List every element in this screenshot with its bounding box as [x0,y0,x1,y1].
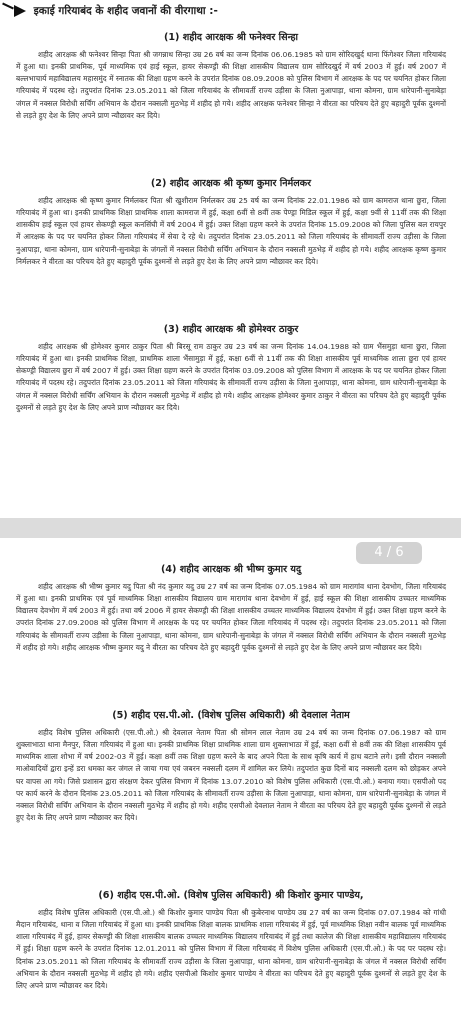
arrow-icon [14,5,30,17]
section-3 [16,322,446,414]
section-5 [16,708,446,824]
document-header [14,4,218,18]
section-4 [16,562,446,654]
section-body: शहीद विशेष पुलिस अधिकारी (एस.पी.ओ.) श्री देवलाल नेताम पिता श्री सोमन लाल नेताम उम्र 24 वर्ष का जन्म दिनांक 07.06.1987 को ग्राम शुक्लाभाठा थाना मैनपुर, जिला गरियाबंद में हुआ था। इनकी प्राथमिक शिक्षा प्राथमिक शाला ग्राम शुक्लाभाठा में हुई, कक्षा 6वीं से 8वीं तक की शिक्षा शासकीय पूर्व माध्यमिक शाला शोभा में वर्ष 2002-03 में हुई। कक्षा 8वीं तक शिक्षा ग्रहण करने के बाद अपने पिता के साथ कृषि कार्य में हाथ बटाने लगे। इसी दौरान नक्सली माओवादियों द्वारा इन्हें डरा धमका कर जंगल ले जाया गया एवं जबरन नक्सली दलम में शामिल कर लिये। तदुपरांत कुछ दिनों बाद नक्सली दलम को छोड़कर अपने घर वापस आ गये। जिसे प्रशासन द्वारा संरक्षण देकर पुलिस विभाग में दिनांक 13.07.2010 को विशेष पुलिस अधिकारी (एस.पी.ओ.) बनाया गया। एसपीओ पद पर कार्य करने के दौरान दिनांक 23.05.2011 को जिला गरियाबंद के सीमावर्ती राज्य उड़ीसा के जिला नुआपाड़ा, थाना कोमना, ग्राम धारेपानी-सुनाबेड़ा के जंगल में नक्सल विरोधी सर्चिंग अभियान के दौरान नक्सली मुठभेड़ में शहीद हो गये। शहीद एसपीओ देवलाल नेताम ने वीरता का परिचय देते हुए बहादुरी पूर्वक दुश्मनों से लड़ते हुए देश के लिए अपने प्राण न्यौछावर कर दिये। [16,728,446,823]
section-title: (4) शहीद आरक्षक श्री भीष्म कुमार यदु [160,564,302,575]
document-page-2 [0,538,461,1024]
section-body: शहीद आरक्षक श्री कृष्ण कुमार निर्मलकर पिता श्री खुशीराम निर्मलकर उम्र 25 वर्ष का जन्म दिनांक 22.01.1986 को ग्राम कामराज थाना छुरा, जिला गरियाबंद में हुआ था। इनकी प्राथमिक शिक्षा प्राथमिक शाला कामराज में हुई, कक्षा 6वीं से 8वीं तक पेण्ड्रा मिडिल स्कूल में हुई, कक्षा 9वीं से 11वीं तक की शिक्षा शासकीय हाई स्कूल एवं हायर सेकण्ड्री स्कूल कनसिंघी में वर्ष 2004 में हुई। उक्त शिक्षा ग्रहण करने के उपरांत दिनांक 15.09.2008 को जिला पुलिस बल रायपुर में आरक्षक के पद पर चयनित होकर जिला गरियाबंद में सेवा दे रहे थे। तदुपरांत दिनांक 23.05.2011 को जिला गरियाबंद के सीमावर्ती राज्य उड़ीसा के जिला नुआपाड़ा, थाना कोमना, ग्राम धारेपानी-सुनाबेड़ा के जंगलों में नक्सल विरोधी सर्चिंग अभियान के दौरान नक्सली मुठभेड़ में शहीद हो गये। शहीद आरक्षक कृष्ण कुमार निर्मलकर ने वीरता का परिचय देते हुए बहादुरी पूर्वक दुश्मनों से लड़ते हुए देश के लिए अपने प्राण न्यौछावर कर दिये। [16,196,446,266]
section-body: शहीद आरक्षक श्री होमेश्वर कुमार ठाकुर पिता श्री बिरसू राम ठाकुर उम्र 23 वर्ष का जन्म दिनांक 14.04.1988 को ग्राम भैंसमुड़ा थाना छुरा, जिला गरियाबंद में हुआ था। इनकी प्राथमिक शिक्षा, प्राथमिक शाला भैंसामुड़ा में हुई, कक्षा 6वीं से 11वीं तक की शिक्षा शासकीय पूर्व माध्यमिक शाला छुरा एवं हायर सेकण्ड्री विद्यालय छुरा में वर्ष 2007 में हुई। उक्त शिक्षा ग्रहण करने के उपरांत दिनांक 03.09.2008 को पुलिस विभाग में आरक्षक के पद पर चयनित होकर जिला गरियाबंद में पदस्थ रहे। तदुपरांत दिनांक 23.05.2011 को जिला गरियाबंद के सीमावर्ती राज्य उड़ीसा के जिला नुआपाड़ा, थाना कोमना, ग्राम धारेपानी-सुनाबेड़ा के जंगल में नक्सल विरोधी सर्चिंग अभियान के दौरान नक्सली मुठभेड़ में शहीद हो गये। शहीद आरक्षक होमेश्वर कुमार ठाकुर ने वीरता का परिचय देते हुए बहादुरी पूर्वक दुश्मनों से लड़ते हुए देश के लिए अपने प्राण न्यौछावर कर दिये। [16,342,446,412]
section-body: शहीद आरक्षक श्री भीष्म कुमार यदु पिता श्री नंद कुमार यदु उम्र 27 वर्ष का जन्म दिनांक 07.05.1984 को ग्राम मारागांव थाना देवभोग, जिला गरियाबंद में हुआ था। इनकी प्राथमिक एवं पूर्व माध्यमिक शिक्षा शासकीय विद्यालय ग्राम मारागांव थाना देवभोग में हुई, हाई स्कूल की शिक्षा शासकीय उच्चतर माध्यमिक विद्यालय देवभोग में वर्ष 2003 में हुई। तथा वर्ष 2006 में हायर सेकण्ड्री की शिक्षा शासकीय उच्चतर माध्यमिक विद्यालय देवभोग में हुई। उक्त शिक्षा ग्रहण करने के उपरांत दिनांक 27.09.2008 को पुलिस विभाग में आरक्षक के पद पर चयनित होकर जिला गरियाबंद में पदस्थ रहे। तदुपरांत दिनांक 23.05.2011 को जिला गरियाबंद के सीमावर्ती राज्य उड़ीसा के जिला नुआपाड़ा, थाना कोमना, ग्राम धारेपानी-सुनाबेड़ा के जंगल में नक्सल विरोधी सर्चिंग अभियान के दौरान नक्सली मुठभेड़ में शहीद हो गये। शहीद आरक्षक भीष्म कुमार यदु ने वीरता का परिचय देते हुए बहादुरी पूर्वक दुश्मनों से लड़ते हुए देश के लिए अपने प्राण न्यौछावर कर दिये। [16,582,446,652]
section-title: (1) शहीद आरक्षक श्री फनेश्वर सिन्हा [163,32,299,43]
page-gap [0,518,461,538]
section-body: शहीद विशेष पुलिस अधिकारी (एस.पी.ओ.) श्री किशोर कुमार पाण्डेय पिता श्री कुबेरनाथ पाण्डेय उम्र 27 वर्ष का जन्म दिनांक 07.07.1984 को गांधी मैदान गरियाबंद, थाना व जिला गरियाबंद में हुआ था। इनकी प्राथमिक शिक्षा बालक प्राथमिक शाला गरियाबंद में हुई, पूर्व माध्यमिक शिक्षा नवीन बालक पूर्व माध्यमिक शाला गरियाबंद में हुई, हायर सेकण्ड्री की शिक्षा शासकीय बालक उच्चतर माध्यमिक विद्यालय गरियाबंद में हुई तथा कालेज की शिक्षा शासकीय महाविद्यालय गरियाबंद में हुई। शिक्षा ग्रहण करने के उपरांत दिनांक 12.01.2011 को पुलिस विभाग में जिला गरियाबंद में विशेष पुलिस अधिकारी (एस.पी.ओ.) के पद पर पदस्थ रहे। दिनांक 23.05.2011 को जिला गरियाबंद के सीमावर्ती राज्य उड़ीसा के जिला नुआपाड़ा, थाना कोमना, ग्राम धारेपानी-सुनाबेड़ा के जंगल में नक्सल विरोधी सर्चिंग अभियान के दौरान नक्सली मुठभेड़ में शहीद हो गये। शहीद एसपीओ किशोर कुमार पाण्डेय ने वीरता का परिचय देते हुए बहादुरी पूर्वक दुश्मनों से लड़ते हुए देश के लिए अपने प्राण न्यौछावर कर दिये। [16,908,446,990]
section-title: (5) शहीद एस.पी.ओ. (विशेष पुलिस अधिकारी) श्री देवलाल नेताम [112,710,350,721]
header-text: इकाई गरियाबंद के शहीद जवानों की वीरगाथा :- [33,5,218,17]
section-body: शहीद आरक्षक श्री फनेश्वर सिन्हा पिता श्री जगन्नाथ सिन्हा उम्र 26 वर्ष का जन्म दिनांक 06.06.1985 को ग्राम सोरिदखुर्द थाना फिंगेश्वर जिला गरियाबंद में हुआ था। इनकी प्राथमिक, पूर्व माध्यमिक एवं हाई स्कूल, हायर सेकण्ड्री की शिक्षा शासकीय विद्यालय ग्राम सोरिदखुर्द में वर्ष 2003 में हुई। वर्ष 2007 में बल्लभाचार्य महाविद्यालय महासमुंद में स्नातक की शिक्षा ग्रहण करने के उपरांत दिनांक 08.09.2008 को पुलिस विभाग में आरक्षक के पद पर चयनित होकर जिला गरियाबंद में पदस्थ रहे। तदुपरांत दिनांक 23.05.2011 को जिला गरियाबंद के सीमावर्ती राज्य उड़ीसा के जिला नुआपाड़ा, थाना कोमना, ग्राम धारेपानी-सुनाबेड़ा जंगल में नक्सल विरोधी सर्चिंग अभियान के दौरान नक्सली मुठभेड़ में शहीद हो गये। शहीद आरक्षक फनेश्वर सिन्हा ने वीरता का परिचय देते हुए बहादुरी पूर्वक दुश्मनों से लड़ते हुए देश के लिए अपने प्राण न्यौछावर कर दिये। [16,50,446,120]
page-indicator: 4 / 6 [356,542,422,564]
section-6 [16,888,446,992]
section-title: (6) शहीद एस.पी.ओ. (विशेष पुलिस अधिकारी) श्री किशोर कुमार पाण्डेय, [98,890,364,901]
section-title: (2) शहीद आरक्षक श्री कृष्ण कुमार निर्मलकर [150,178,312,189]
section-title: (3) शहीद आरक्षक श्री होमेश्वर ठाकुर [163,324,299,335]
section-2 [16,176,446,268]
section-1 [16,30,446,122]
